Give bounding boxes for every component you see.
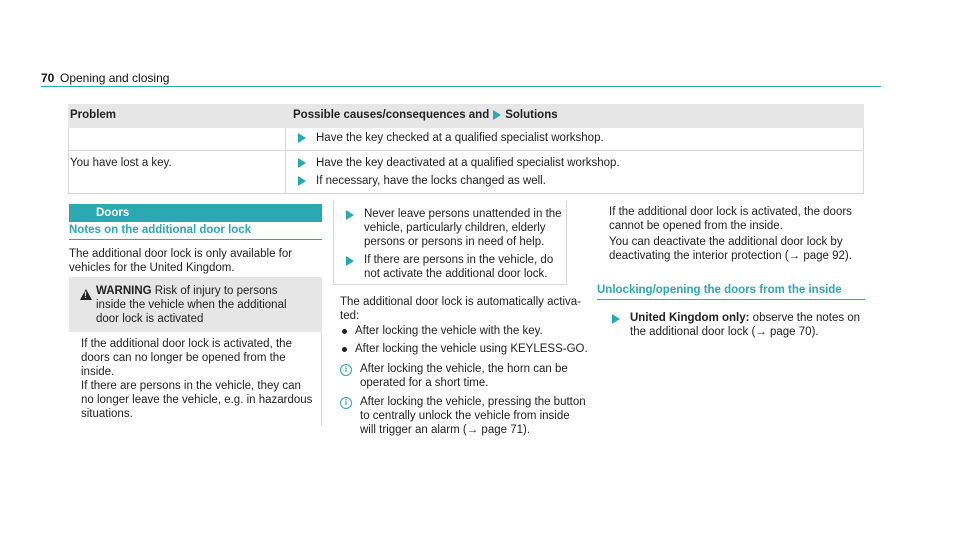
paragraph-line: If the additional door lock is activated, the doors (609, 206, 852, 218)
warning-line (96, 284, 278, 298)
table-border (863, 151, 864, 193)
list-item (342, 342, 588, 356)
table-row (68, 128, 864, 151)
paragraph-line: ted: (340, 310, 360, 322)
subheading: Unlocking/opening the doors from the inside (597, 284, 865, 300)
header-rule (41, 86, 881, 87)
col-header-problem: Problem (70, 109, 117, 121)
step-line: persons or persons in need of help. (364, 236, 545, 248)
warning-box (69, 277, 322, 426)
step-label: United Kingdom only: (630, 312, 750, 324)
warning-para-line: inside. (81, 366, 115, 378)
note-text: After locking the vehicle, the horn can be operated for a short time. (360, 363, 568, 389)
step-line (630, 311, 860, 325)
step-line: not activate the additional door lock. (364, 268, 548, 280)
paragraph-line: cannot be opened from the inside. (609, 220, 783, 232)
step-line: Never leave persons unattended in the (364, 208, 562, 220)
step-line: the additional door lock (→ page 70). (630, 326, 819, 338)
arrow-icon (612, 314, 620, 324)
col-header-solutions (293, 109, 558, 121)
solution-step (298, 157, 620, 169)
paragraph-line: The additional door lock is automatically activa- (340, 296, 581, 308)
arrow-icon (298, 133, 306, 143)
solution-step (298, 175, 546, 187)
warning-header: ! WARNING Risk of injury to persons inside the vehicle when the additional door lock is activated (69, 277, 322, 332)
table-border (68, 128, 69, 150)
step-text: observe the notes on (752, 312, 861, 324)
step-text: If necessary, have the locks changed as well. (316, 175, 546, 187)
page-number: 70 (41, 71, 55, 85)
table-border (68, 151, 69, 193)
warning-para-line: If there are persons in the vehicle, they can (81, 380, 301, 392)
arrow-icon (346, 256, 354, 266)
section-heading (69, 204, 322, 222)
step-text: Have the key checked at a qualified specialist workshop. (316, 132, 604, 144)
section-title: Doors (96, 207, 130, 219)
bullet-icon (342, 347, 347, 352)
arrow-icon (298, 176, 306, 186)
table-border (863, 128, 864, 150)
paragraph-line: The additional door lock is only available for (69, 248, 293, 260)
warning-para-line: no longer leave the vehicle, e.g. in hazardous (81, 394, 313, 406)
col-header-prefix: Possible causes/consequences and (293, 109, 490, 121)
table-row (68, 151, 864, 194)
instruction-box (333, 201, 567, 285)
solution-step (298, 132, 604, 144)
arrow-icon (298, 158, 306, 168)
problem-table (68, 104, 864, 194)
warning-line: inside the vehicle when the additional (96, 299, 287, 311)
arrow-icon (493, 110, 501, 120)
info-icon: i (340, 397, 352, 409)
warning-label: WARNING (96, 285, 152, 297)
col-header-suffix: Solutions (505, 109, 558, 121)
list-item (342, 324, 543, 338)
table-divider (285, 128, 286, 150)
subheading: Notes on the additional door lock (69, 224, 322, 240)
problem-cell: You have lost a key. (70, 157, 172, 169)
list-item-text: After locking the vehicle with the key. (355, 325, 543, 337)
note-item (340, 395, 586, 437)
step-line: vehicle, particularly children, elderly (364, 222, 546, 234)
note-text: After locking the vehicle, pressing the button to centrally unlock the vehicle from inside will trigger an alarm (→ page 71). (360, 396, 586, 436)
paragraph-line: vehicles for the United Kingdom. (69, 262, 235, 274)
paragraph-line: You can deactivate the additional door lock by (609, 236, 843, 248)
warning-border (321, 332, 322, 426)
warning-para-line: doors can no longer be opened from the (81, 352, 286, 364)
warning-line: door lock is activated (96, 313, 204, 325)
bullet-icon (342, 329, 347, 334)
arrow-icon (346, 210, 354, 220)
warning-para-line: situations. (81, 408, 133, 420)
step-text: Have the key deactivated at a qualified specialist workshop. (316, 157, 620, 169)
step-line: If there are persons in the vehicle, do (364, 254, 554, 266)
page-title: Opening and closing (60, 71, 170, 85)
table-divider (285, 151, 286, 193)
list-item-text: After locking the vehicle using KEYLESS-GO. (355, 343, 588, 355)
info-icon: i (340, 364, 352, 376)
note-item (340, 362, 568, 390)
warning-text: Risk of injury to persons (154, 285, 278, 297)
paragraph-line: deactivating the interior protection (→ page 92). (609, 250, 852, 262)
table-header (68, 104, 864, 128)
warning-para-line: If the additional door lock is activated, the (81, 338, 292, 350)
